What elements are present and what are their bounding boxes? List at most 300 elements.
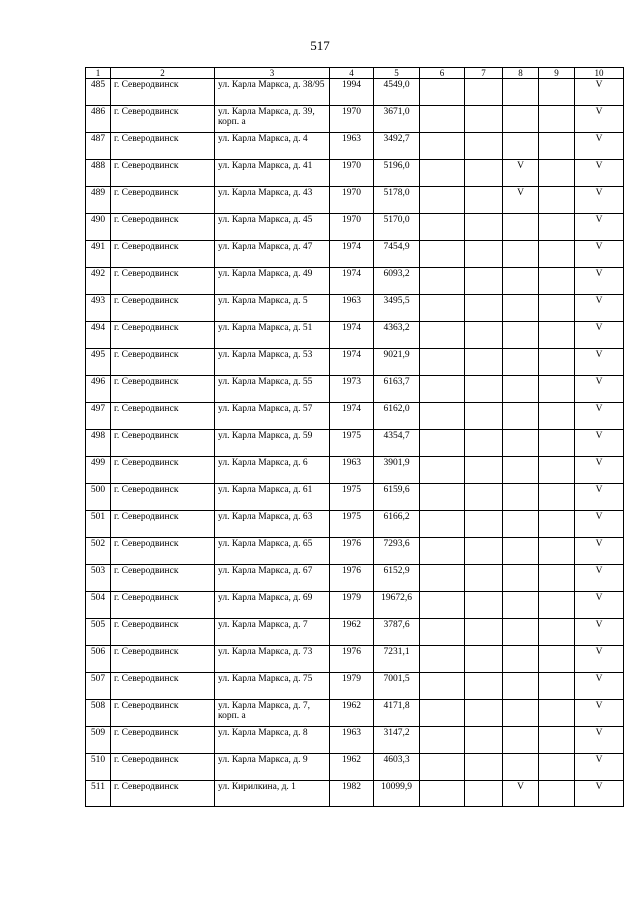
row-number-cell: 499 (86, 457, 111, 484)
column-7-cell (465, 268, 503, 295)
column-6-cell (420, 187, 465, 214)
column-7-cell (465, 295, 503, 322)
column-9-cell (539, 565, 575, 592)
column-8-cell (503, 241, 539, 268)
column-6-cell (420, 268, 465, 295)
area-cell: 4549,0 (374, 79, 420, 106)
row-number-cell: 497 (86, 403, 111, 430)
year-cell: 1974 (330, 403, 374, 430)
city-cell: г. Северодвинск (111, 133, 215, 160)
area-cell: 3671,0 (374, 106, 420, 133)
column-9-cell (539, 430, 575, 457)
column-8-cell (503, 673, 539, 700)
row-number-cell: 501 (86, 511, 111, 538)
row-number-cell: 511 (86, 781, 111, 807)
address-cell: ул. Карла Маркса, д. 53 (215, 349, 330, 376)
column-header-2: 2 (111, 68, 215, 79)
city-cell: г. Северодвинск (111, 646, 215, 673)
column-10-cell: V (575, 106, 624, 133)
address-cell: ул. Карла Маркса, д. 45 (215, 214, 330, 241)
column-9-cell (539, 133, 575, 160)
city-cell: г. Северодвинск (111, 106, 215, 133)
column-6-cell (420, 349, 465, 376)
year-cell: 1962 (330, 754, 374, 781)
table-row (86, 295, 624, 322)
column-6-cell (420, 727, 465, 754)
column-10-cell: V (575, 484, 624, 511)
column-8-cell (503, 403, 539, 430)
table-row (86, 133, 624, 160)
address-cell: ул. Карла Маркса, д. 7, корп. а (215, 700, 330, 727)
year-cell: 1975 (330, 430, 374, 457)
row-number-cell: 494 (86, 322, 111, 349)
year-cell: 1979 (330, 673, 374, 700)
column-8-cell (503, 430, 539, 457)
city-cell: г. Северодвинск (111, 322, 215, 349)
column-9-cell (539, 646, 575, 673)
column-9-cell (539, 700, 575, 727)
row-number-cell: 489 (86, 187, 111, 214)
table-row (86, 106, 624, 133)
address-cell: ул. Карла Маркса, д. 55 (215, 376, 330, 403)
column-10-cell: V (575, 349, 624, 376)
column-9-cell (539, 241, 575, 268)
table-row (86, 592, 624, 619)
address-cell: ул. Кирилкина, д. 1 (215, 781, 330, 807)
table-row (86, 187, 624, 214)
column-6-cell (420, 646, 465, 673)
row-number-cell: 495 (86, 349, 111, 376)
column-8-cell (503, 214, 539, 241)
column-6-cell (420, 781, 465, 807)
city-cell: г. Северодвинск (111, 214, 215, 241)
city-cell: г. Северодвинск (111, 538, 215, 565)
area-cell: 3495,5 (374, 295, 420, 322)
table-row (86, 160, 624, 187)
column-9-cell (539, 106, 575, 133)
column-10-cell: V (575, 727, 624, 754)
address-cell: ул. Карла Маркса, д. 47 (215, 241, 330, 268)
table-row (86, 322, 624, 349)
column-header-3: 3 (215, 68, 330, 79)
column-10-cell: V (575, 511, 624, 538)
row-number-cell: 504 (86, 592, 111, 619)
table-header (86, 68, 624, 79)
year-cell: 1974 (330, 349, 374, 376)
row-number-cell: 487 (86, 133, 111, 160)
column-10-cell: V (575, 160, 624, 187)
city-cell: г. Северодвинск (111, 727, 215, 754)
area-cell: 5170,0 (374, 214, 420, 241)
table-row (86, 511, 624, 538)
city-cell: г. Северодвинск (111, 511, 215, 538)
column-9-cell (539, 322, 575, 349)
column-8-cell (503, 295, 539, 322)
row-number-cell: 486 (86, 106, 111, 133)
city-cell: г. Северодвинск (111, 457, 215, 484)
column-10-cell: V (575, 268, 624, 295)
column-6-cell (420, 673, 465, 700)
column-10-cell: V (575, 133, 624, 160)
column-header-8: 8 (503, 68, 539, 79)
column-10-cell: V (575, 781, 624, 807)
column-8-cell: V (503, 160, 539, 187)
city-cell: г. Северодвинск (111, 673, 215, 700)
column-7-cell (465, 187, 503, 214)
column-6-cell (420, 619, 465, 646)
table-row (86, 565, 624, 592)
area-cell: 3147,2 (374, 727, 420, 754)
column-6-cell (420, 565, 465, 592)
column-9-cell (539, 484, 575, 511)
column-9-cell (539, 538, 575, 565)
table-row (86, 484, 624, 511)
area-cell: 3787,6 (374, 619, 420, 646)
column-8-cell (503, 511, 539, 538)
area-cell: 5196,0 (374, 160, 420, 187)
column-10-cell: V (575, 565, 624, 592)
column-10-cell: V (575, 592, 624, 619)
column-8-cell (503, 268, 539, 295)
column-7-cell (465, 133, 503, 160)
column-7-cell (465, 565, 503, 592)
area-cell: 7231,1 (374, 646, 420, 673)
area-cell: 4363,2 (374, 322, 420, 349)
area-cell: 3492,7 (374, 133, 420, 160)
column-9-cell (539, 511, 575, 538)
year-cell: 1974 (330, 241, 374, 268)
row-number-cell: 492 (86, 268, 111, 295)
year-cell: 1963 (330, 295, 374, 322)
column-8-cell (503, 484, 539, 511)
address-cell: ул. Карла Маркса, д. 57 (215, 403, 330, 430)
area-cell: 6093,2 (374, 268, 420, 295)
row-number-cell: 508 (86, 700, 111, 727)
year-cell: 1962 (330, 700, 374, 727)
area-cell: 6159,6 (374, 484, 420, 511)
column-6-cell (420, 322, 465, 349)
column-6-cell (420, 511, 465, 538)
column-10-cell: V (575, 646, 624, 673)
column-10-cell: V (575, 376, 624, 403)
column-6-cell (420, 700, 465, 727)
row-number-cell: 507 (86, 673, 111, 700)
city-cell: г. Северодвинск (111, 160, 215, 187)
table-row (86, 538, 624, 565)
column-8-cell (503, 106, 539, 133)
table-row (86, 700, 624, 727)
table-body (86, 79, 624, 807)
address-cell: ул. Карла Маркса, д. 67 (215, 565, 330, 592)
address-cell: ул. Карла Маркса, д. 49 (215, 268, 330, 295)
column-9-cell (539, 403, 575, 430)
year-cell: 1970 (330, 214, 374, 241)
column-7-cell (465, 349, 503, 376)
column-8-cell (503, 79, 539, 106)
city-cell: г. Северодвинск (111, 565, 215, 592)
column-8-cell: V (503, 781, 539, 807)
column-9-cell (539, 187, 575, 214)
city-cell: г. Северодвинск (111, 241, 215, 268)
column-10-cell: V (575, 322, 624, 349)
column-9-cell (539, 457, 575, 484)
year-cell: 1979 (330, 592, 374, 619)
column-7-cell (465, 79, 503, 106)
row-number-cell: 510 (86, 754, 111, 781)
year-cell: 1970 (330, 187, 374, 214)
year-cell: 1963 (330, 727, 374, 754)
address-cell: ул. Карла Маркса, д. 51 (215, 322, 330, 349)
year-cell: 1962 (330, 619, 374, 646)
column-9-cell (539, 160, 575, 187)
column-6-cell (420, 160, 465, 187)
address-cell: ул. Карла Маркса, д. 69 (215, 592, 330, 619)
year-cell: 1975 (330, 511, 374, 538)
address-cell: ул. Карла Маркса, д. 59 (215, 430, 330, 457)
column-7-cell (465, 511, 503, 538)
column-7-cell (465, 403, 503, 430)
column-6-cell (420, 133, 465, 160)
column-7-cell (465, 484, 503, 511)
column-9-cell (539, 727, 575, 754)
column-8-cell (503, 538, 539, 565)
area-cell: 6163,7 (374, 376, 420, 403)
area-cell: 10099,9 (374, 781, 420, 807)
address-cell: ул. Карла Маркса, д. 61 (215, 484, 330, 511)
column-8-cell (503, 646, 539, 673)
city-cell: г. Северодвинск (111, 592, 215, 619)
column-6-cell (420, 214, 465, 241)
column-header-6: 6 (420, 68, 465, 79)
row-number-cell: 509 (86, 727, 111, 754)
column-8-cell (503, 754, 539, 781)
column-10-cell: V (575, 295, 624, 322)
table-row (86, 457, 624, 484)
column-header-4: 4 (330, 68, 374, 79)
area-cell: 9021,9 (374, 349, 420, 376)
city-cell: г. Северодвинск (111, 79, 215, 106)
table-row (86, 754, 624, 781)
year-cell: 1974 (330, 322, 374, 349)
address-cell: ул. Карла Маркса, д. 73 (215, 646, 330, 673)
table-row (86, 349, 624, 376)
year-cell: 1963 (330, 133, 374, 160)
row-number-cell: 490 (86, 214, 111, 241)
table-row (86, 619, 624, 646)
area-cell: 4171,8 (374, 700, 420, 727)
column-7-cell (465, 376, 503, 403)
column-10-cell: V (575, 214, 624, 241)
address-cell: ул. Карла Маркса, д. 9 (215, 754, 330, 781)
year-cell: 1970 (330, 106, 374, 133)
column-7-cell (465, 619, 503, 646)
column-10-cell: V (575, 430, 624, 457)
column-7-cell (465, 106, 503, 133)
column-7-cell (465, 673, 503, 700)
column-7-cell (465, 781, 503, 807)
column-9-cell (539, 781, 575, 807)
column-9-cell (539, 268, 575, 295)
column-10-cell: V (575, 187, 624, 214)
column-7-cell (465, 214, 503, 241)
row-number-cell: 498 (86, 430, 111, 457)
column-6-cell (420, 295, 465, 322)
column-7-cell (465, 430, 503, 457)
column-10-cell: V (575, 457, 624, 484)
address-cell: ул. Карла Маркса, д. 39, корп. а (215, 106, 330, 133)
address-cell: ул. Карла Маркса, д. 38/95 (215, 79, 330, 106)
year-cell: 1976 (330, 646, 374, 673)
column-8-cell (503, 700, 539, 727)
column-9-cell (539, 376, 575, 403)
address-cell: ул. Карла Маркса, д. 75 (215, 673, 330, 700)
column-6-cell (420, 79, 465, 106)
column-10-cell: V (575, 700, 624, 727)
city-cell: г. Северодвинск (111, 349, 215, 376)
area-cell: 6162,0 (374, 403, 420, 430)
city-cell: г. Северодвинск (111, 700, 215, 727)
city-cell: г. Северодвинск (111, 781, 215, 807)
column-10-cell: V (575, 673, 624, 700)
table-row (86, 430, 624, 457)
column-9-cell (539, 214, 575, 241)
column-7-cell (465, 241, 503, 268)
address-cell: ул. Карла Маркса, д. 41 (215, 160, 330, 187)
column-6-cell (420, 754, 465, 781)
column-10-cell: V (575, 619, 624, 646)
column-7-cell (465, 322, 503, 349)
column-6-cell (420, 538, 465, 565)
year-cell: 1982 (330, 781, 374, 807)
column-10-cell: V (575, 79, 624, 106)
column-8-cell (503, 727, 539, 754)
table-row (86, 268, 624, 295)
city-cell: г. Северодвинск (111, 754, 215, 781)
column-6-cell (420, 106, 465, 133)
city-cell: г. Северодвинск (111, 619, 215, 646)
column-7-cell (465, 727, 503, 754)
city-cell: г. Северодвинск (111, 376, 215, 403)
address-cell: ул. Карла Маркса, д. 63 (215, 511, 330, 538)
table-row (86, 79, 624, 106)
column-7-cell (465, 592, 503, 619)
column-7-cell (465, 700, 503, 727)
year-cell: 1976 (330, 538, 374, 565)
year-cell: 1963 (330, 457, 374, 484)
address-cell: ул. Карла Маркса, д. 7 (215, 619, 330, 646)
area-cell: 4603,3 (374, 754, 420, 781)
address-cell: ул. Карла Маркса, д. 4 (215, 133, 330, 160)
column-7-cell (465, 754, 503, 781)
area-cell: 7293,6 (374, 538, 420, 565)
column-8-cell (503, 592, 539, 619)
year-cell: 1970 (330, 160, 374, 187)
area-cell: 6152,9 (374, 565, 420, 592)
table-row (86, 727, 624, 754)
city-cell: г. Северодвинск (111, 430, 215, 457)
column-9-cell (539, 673, 575, 700)
column-10-cell: V (575, 538, 624, 565)
address-cell: ул. Карла Маркса, д. 5 (215, 295, 330, 322)
table-row (86, 646, 624, 673)
column-header-5: 5 (374, 68, 420, 79)
column-8-cell (503, 619, 539, 646)
area-cell: 7454,9 (374, 241, 420, 268)
row-number-cell: 500 (86, 484, 111, 511)
column-7-cell (465, 160, 503, 187)
column-9-cell (539, 295, 575, 322)
column-8-cell (503, 349, 539, 376)
city-cell: г. Северодвинск (111, 484, 215, 511)
column-6-cell (420, 457, 465, 484)
column-header-10: 10 (575, 68, 624, 79)
row-number-cell: 488 (86, 160, 111, 187)
address-cell: ул. Карла Маркса, д. 6 (215, 457, 330, 484)
column-10-cell: V (575, 241, 624, 268)
page-number: 517 (310, 38, 330, 53)
column-9-cell (539, 349, 575, 376)
address-cell: ул. Карла Маркса, д. 65 (215, 538, 330, 565)
column-9-cell (539, 754, 575, 781)
housing-registry-table (85, 67, 624, 807)
area-cell: 19672,6 (374, 592, 420, 619)
row-number-cell: 502 (86, 538, 111, 565)
column-header-9: 9 (539, 68, 575, 79)
area-cell: 4354,7 (374, 430, 420, 457)
column-number-row (86, 68, 624, 79)
row-number-cell: 496 (86, 376, 111, 403)
city-cell: г. Северодвинск (111, 187, 215, 214)
column-8-cell (503, 322, 539, 349)
year-cell: 1976 (330, 565, 374, 592)
column-8-cell (503, 457, 539, 484)
address-cell: ул. Карла Маркса, д. 8 (215, 727, 330, 754)
address-cell: ул. Карла Маркса, д. 43 (215, 187, 330, 214)
column-6-cell (420, 484, 465, 511)
year-cell: 1973 (330, 376, 374, 403)
column-8-cell (503, 565, 539, 592)
column-6-cell (420, 430, 465, 457)
column-6-cell (420, 403, 465, 430)
city-cell: г. Северодвинск (111, 268, 215, 295)
column-10-cell: V (575, 754, 624, 781)
column-8-cell (503, 376, 539, 403)
year-cell: 1975 (330, 484, 374, 511)
year-cell: 1974 (330, 268, 374, 295)
row-number-cell: 485 (86, 79, 111, 106)
area-cell: 3901,9 (374, 457, 420, 484)
row-number-cell: 503 (86, 565, 111, 592)
row-number-cell: 506 (86, 646, 111, 673)
column-10-cell: V (575, 403, 624, 430)
year-cell: 1994 (330, 79, 374, 106)
column-6-cell (420, 241, 465, 268)
column-7-cell (465, 457, 503, 484)
column-header-7: 7 (465, 68, 503, 79)
column-8-cell (503, 133, 539, 160)
area-cell: 5178,0 (374, 187, 420, 214)
row-number-cell: 505 (86, 619, 111, 646)
table-row (86, 673, 624, 700)
area-cell: 7001,5 (374, 673, 420, 700)
column-header-1: 1 (86, 68, 111, 79)
column-9-cell (539, 619, 575, 646)
column-8-cell: V (503, 187, 539, 214)
city-cell: г. Северодвинск (111, 403, 215, 430)
table-row (86, 781, 624, 807)
column-6-cell (420, 376, 465, 403)
column-9-cell (539, 79, 575, 106)
